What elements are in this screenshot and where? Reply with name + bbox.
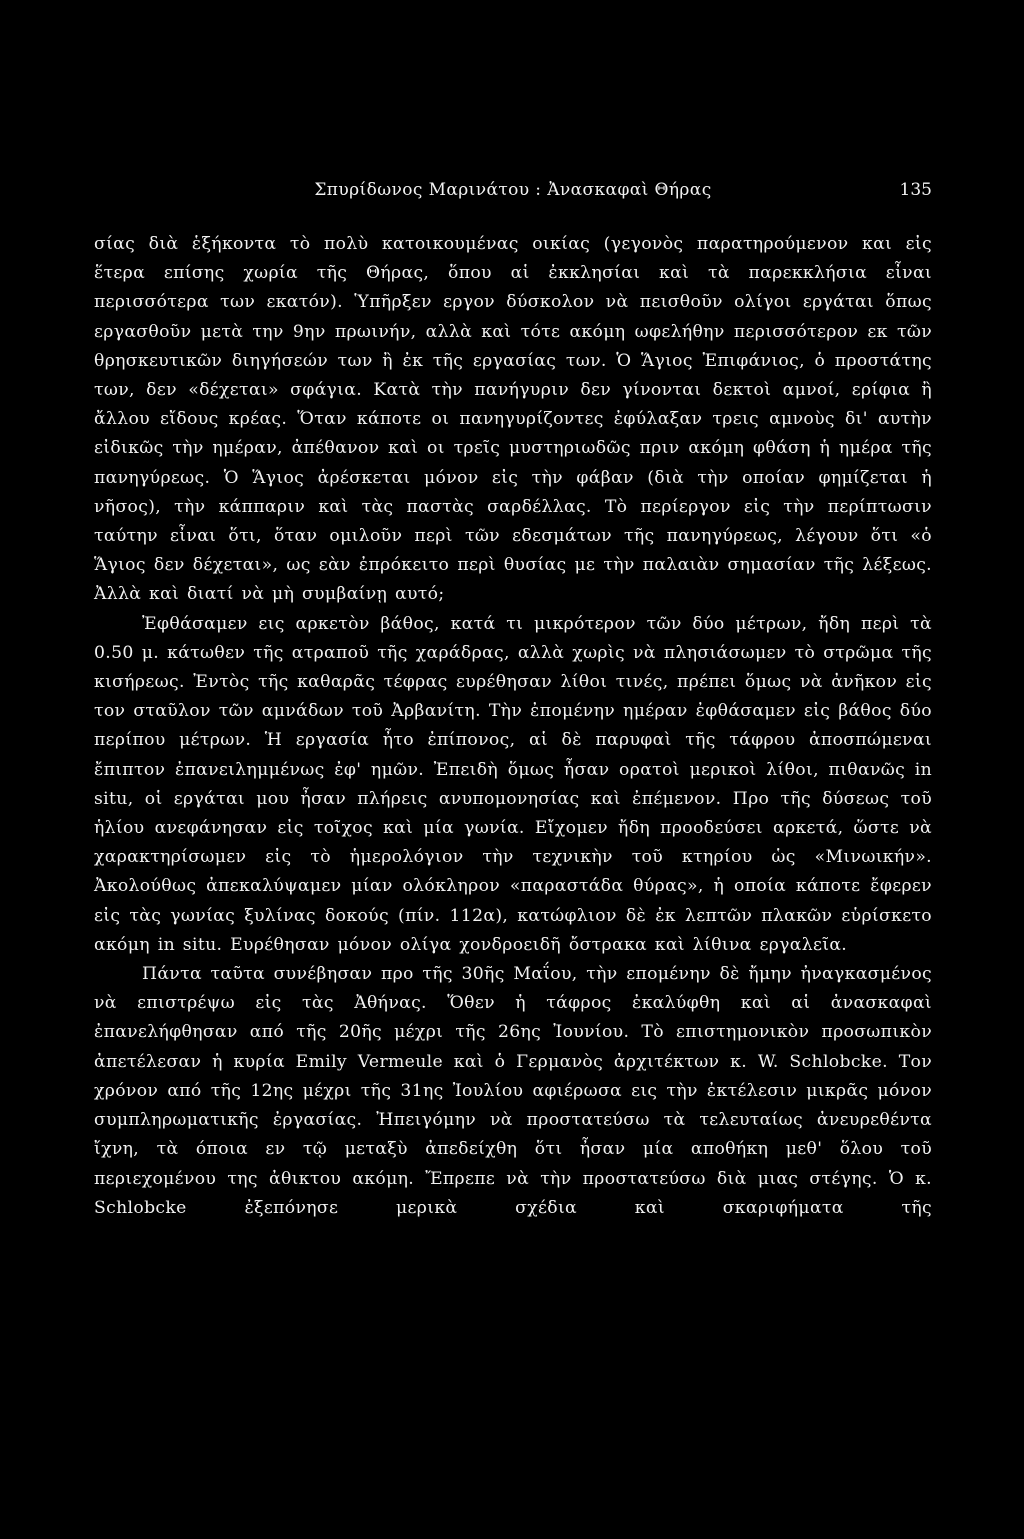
running-head — [94, 180, 932, 210]
page-number: 135 — [899, 180, 932, 200]
paragraph-2: Ἐφθάσαμεν εις αρκετὸν βάθος, κατά τι μικρότερον τῶν δύο μέτρων, ἤδη περὶ τὰ 0.50 μ. κάτωθεν τῆς ατραποῦ τῆς χαράδρας, αλλὰ χωρὶς νὰ πλησιάσωμεν τὸ στρῶμα τῆς κισήρεως. Ἐντὸς τῆς καθαρᾶς τέφρας ευρέθησαν λίθοι τινές, πρέπει ὅμως νὰ ἀνῆκον εἰς τον σταῦλον τῶν αμνάδων τοῦ Ἀρβανίτη. Τὴν ἐπομένην ημέραν ἐφθάσαμεν εἰς βάθος δύο περίπου μέτρων. Ἡ εργασία ἦτο ἐπίπονος, αἱ δὲ παρυφαὶ τῆς τάφρου ἀποσπώμεναι ἔπιπτον ἐπανειλημμένως ἐφ' ημῶν. Ἐπειδὴ ὅμως ἦσαν ορατοὶ μερικοὶ λίθοι, πιθανῶς in situ, οἱ εργάται μου ἦσαν πλήρεις ανυπομονησίας καὶ ἐπέμενον. Προ τῆς δύσεως τοῦ ἡλίου ανεφάνησαν εἰς τοῖχος καὶ μία γωνία. Εἴχομεν ἤδη προοδεύσει αρκετά, ὥστε νὰ χαρακτηρίσωμεν εἰς τὸ ἡμερολόγιον τὴν τεχνικὴν τοῦ κτηρίου ὡς «Μινωικήν». Ἀκολούθως ἀπεκαλύψαμεν μίαν ολόκληρον «παραστάδα θύρας», ἡ οποία κάποτε ἔφερεν εἰς τὰς γωνίας ξυλίνας δοκούς (πίν. 112α), κατώφλιον δὲ ἐκ λεπτῶν πλακῶν εὑρίσκετο ακόμη in situ. Ευρέθησαν μόνον ολίγα χονδροειδῆ ὄστρακα καὶ λίθινα εργαλεῖα. — [94, 613, 932, 955]
paragraph-1: σίας διὰ ἑξήκοντα τὸ πολὺ κατοικουμένας οικίας (γεγονὸς παρατηρούμενον και εἰς ἕτερα επίσης χωρία τῆς Θήρας, ὅπου αἱ ἐκκλησίαι καὶ τὰ παρεκκλήσια εἶναι περισσότερα των εκατόν). Ὑπῆρξεν εργον δύσκολον νὰ πεισθοῦν ολίγοι εργάται ὅπως εργασθοῦν μετὰ την 9ην πρωινήν, αλλὰ καὶ τότε ακόμη ωφελήθην περισσότερον εκ τῶν θρησκευτικῶν διηγήσεών των ἢ ἐκ τῆς εργασίας των. Ὁ Ἅγιος Ἐπιφάνιος, ὁ προστάτης των, δεν «δέχεται» σφάγια. Κατὰ τὴν πανήγυριν δεν γίνονται δεκτοὶ αμνοί, ερίφια ἢ ἄλλου εἴδους κρέας. Ὅταν κάποτε οι πανηγυρίζοντες ἐφύλαξαν τρεις αμνοὺς δι' αυτὴν εἰδικῶς τὴν ημέραν, ἀπέθανον καὶ οι τρεῖς μυστηριωδῶς πριν ακόμη φθάση ἡ ημέρα τῆς πανηγύρεως. Ὁ Ἅγιος ἀρέσκεται μόνον εἰς τὴν φάβαν (διὰ τὴν οποίαν φημίζεται ἡ νῆσος), τὴν κάππαριν καὶ τὰς παστὰς σαρδέλλας. Τὸ περίεργον εἰς τὴν περίπτωσιν ταύτην εἶναι ὅτι, ὅταν ομιλοῦν περὶ τῶν εδεσμάτων τῆς πανηγύρεως, λέγουν ὅτι «ὁ Ἅγιος δεν δέχεται», ως εὰν ἐπρόκειτο περὶ θυσίας με τὴν παλαιὰν σημασίαν τῆς λέξεως. Ἀλλὰ καὶ διατί νὰ μὴ συμβαίνῃ αυτό; — [94, 234, 932, 605]
body-text — [94, 230, 932, 1223]
paragraph-3: Πάντα ταῦτα συνέβησαν προ τῆς 30ῆς Μαΐου, τὴν επομένην δὲ ἤμην ἠναγκασμένος νὰ επιστρέψω εἰς τὰς Ἀθήνας. Ὅθεν ἡ τάφρος ἐκαλύφθη καὶ αἱ ἀνασκαφαὶ ἐπανελήφθησαν από τῆς 20ῆς μέχρι τῆς 26ης Ἰουνίου. Τὸ επιστημονικὸν προσωπικὸν ἀπετέλεσαν ἡ κυρία Emily Vermeule καὶ ὁ Γερμανὸς ἀρχιτέκτων κ. W. Schlobcke. Τον χρόνον από τῆς 12ης μέχρι τῆς 31ης Ἰουλίου αφιέρωσα εις τὴν ἐκτέλεσιν μικρᾶς μόνον συμπληρωματικῆς ἐργασίας. Ἠπειγόμην νὰ προστατεύσω τὰ τελευταίως ἀνευρεθέντα ἴχνη, τὰ όποια εν τῷ μεταξὺ ἀπεδείχθη ὅτι ἦσαν μία αποθήκη μεθ' ὅλου τοῦ περιεχομένου της ἀθικτου ακόμη. Ἔπρεπε νὰ τὴν προστατεύσω διὰ μιας στέγης. Ὁ κ. Schlobcke ἐξεπόνησε μερικὰ σχέδια καὶ σκαριφήματα τῆς — [94, 964, 932, 1218]
running-head-title: Σπυρίδωνος Μαρινάτου : Ἀνασκαφαὶ Θήρας — [314, 180, 712, 200]
